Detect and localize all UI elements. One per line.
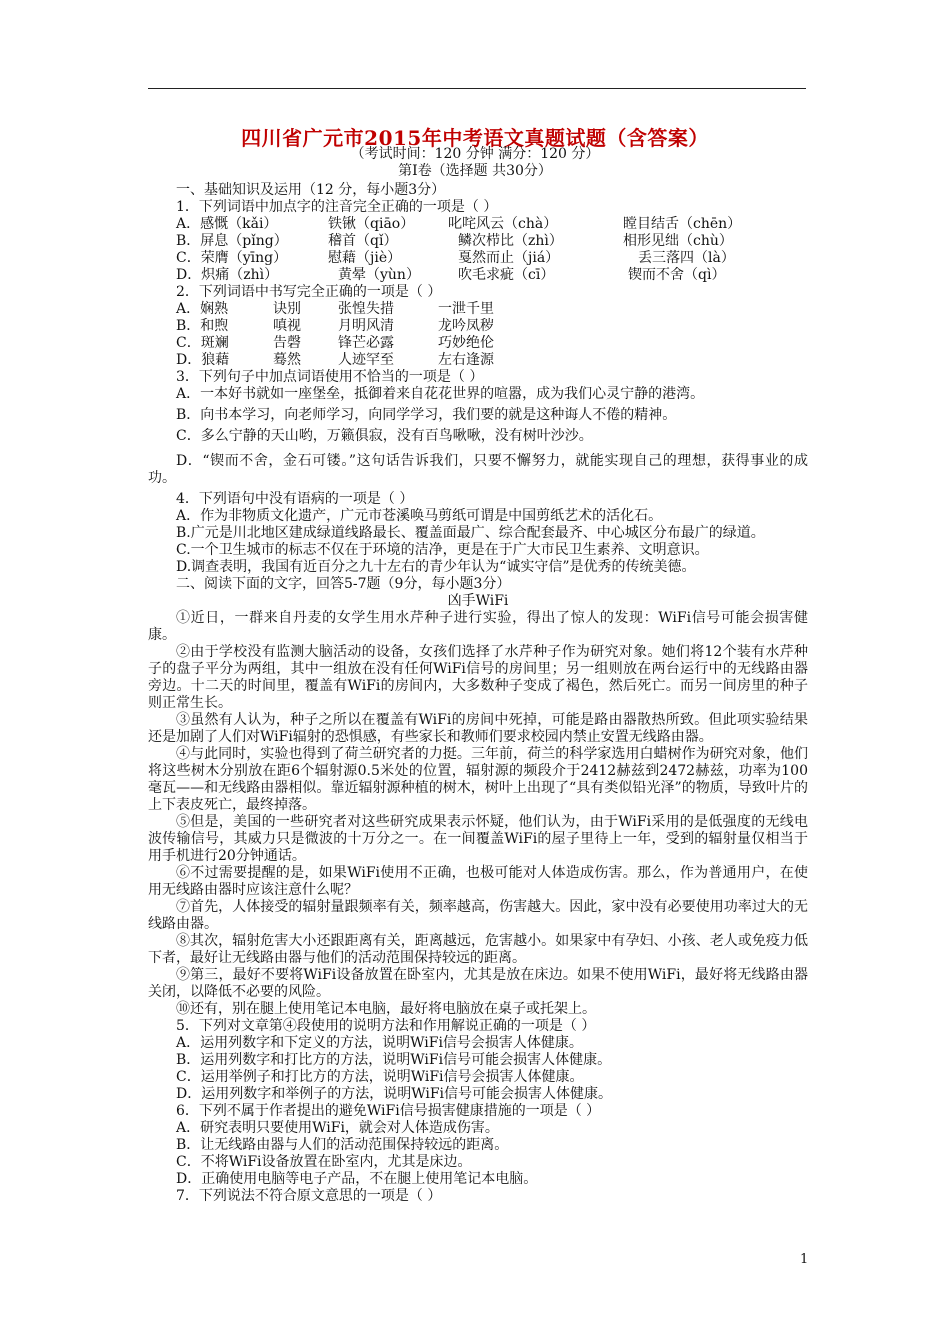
q3-option-c: C．多么宁静的天山哟，万籁俱寂，没有百鸟啾啾，没有树叶沙沙。 <box>176 428 593 444</box>
page-title: 四川省广元市2015年中考语文真题试题（含答案） <box>241 126 709 150</box>
q4-stem: 4．下列语句中没有语病的一项是（ ） <box>176 491 414 507</box>
q3-stem: 3．下列句子中加点词语使用不恰当的一项是（ ） <box>176 369 484 385</box>
section2-heading: 二、阅读下面的文字，回答5-7题（9分，每小题3分） <box>176 576 511 592</box>
q1-option-d: D．炽痛（zhì） 黄晕（yùn） 吹毛求疵（cī） 锲而不舍（qì） <box>176 267 726 283</box>
q5-option-d: D．运用列数字和举例子的方法，说明WiFi信号可能会损害人体健康。 <box>176 1086 613 1102</box>
q5-option-c: C．运用举例子和打比方的方法，说明WiFi信号会损害人体健康。 <box>176 1069 584 1085</box>
paragraph-1: ①近日，一群来自丹麦的女学生用水芹种子进行实验，得出了惊人的发现：WiFi信号可能会损害健康。 <box>148 610 808 643</box>
q2-option-b: B．和煦 嗔视 月明风清 龙吟凤秽 <box>176 318 494 334</box>
q6-stem: 6．下列不属于作者提出的避免WiFi信号损害健康措施的一项是（ ） <box>176 1103 601 1119</box>
q6-option-a: A．研究表明只要使用WiFi，就会对人体造成伤害。 <box>176 1120 499 1136</box>
paragraph-4: ④与此同时，实验也得到了荷兰研究者的力挺。三年前，荷兰的科学家选用白蜡树作为研究对象，他们将这些树木分别放在距6个辐射源0.5米处的位置，辐射源的频段介于2412赫兹到2472赫兹，功率为100毫瓦——和无线路由器相似。靠近辐射源种植的树木，树叶上出现了“具有类似铅光泽”的物质，导致叶片的上下表皮死亡，最终掉落。 <box>148 746 808 813</box>
paragraph-7: ⑦首先，人体接受的辐射量跟频率有关，频率越高，伤害越大。因此，家中没有必要使用功率过大的无线路由器。 <box>148 899 808 932</box>
q1-option-c: C．荣膺（yīng） 慰藉（jiè） 戛然而止（jiá） 丢三落四（là） <box>176 250 735 266</box>
q4-option-d: D.调查表明，我国有近百分之九十左右的青少年认为“诚实守信”是优秀的传统美德。 <box>176 559 696 575</box>
q5-stem: 5．下列对文章第④段使用的说明方法和作用解说正确的一项是（ ） <box>176 1018 596 1034</box>
volume-heading: 第Ⅰ卷（选择题 共30分） <box>398 163 552 179</box>
exam-info: （考试时间：120 分钟 满分：120 分） <box>350 146 600 162</box>
q1-option-b: B．屏息（pǐng） 稽首（qǐ） 鳞次栉比（zhì） 相形见绌（chù） <box>176 233 733 249</box>
q3-option-d: D．“锲而不舍，金石可镂。”这句话告诉我们，只要不懈努力，就能实现自己的理想，获得事业的成功。 <box>148 453 808 486</box>
paragraph-3: ③虽然有人认为，种子之所以在覆盖有WiFi的房间中死掉，可能是路由器散热所致。但此项实验结果还是加剧了人们对WiFi辐射的恐惧感，有些家长和教师们要求校园内禁止安置无线路由器。 <box>148 712 808 745</box>
q1-stem: 1．下列词语中加点字的注音完全正确的一项是（ ） <box>176 199 498 215</box>
q6-option-d: D．正确使用电脑等电子产品，不在腿上使用笔记本电脑。 <box>176 1171 538 1187</box>
q6-option-b: B．让无线路由器与人们的活动范围保持较远的距离。 <box>176 1137 509 1153</box>
q2-option-d: D．狼藉 蓦然 人迹罕至 左右逢源 <box>176 352 494 368</box>
q4-option-b: B.广元是川北地区建成绿道线路最长、覆盖面最广、综合配套最齐、中心城区分布最广的绿道。 <box>176 525 765 541</box>
paragraph-8: ⑧其次，辐射危害大小还跟距离有关，距离越远，危害越小。如果家中有孕妇、小孩、老人或免疫力低下者，最好让无线路由器与他们的活动范围保持较远的距离。 <box>148 933 808 966</box>
paragraph-9: ⑨第三，最好不要将WiFi设备放置在卧室内，尤其是放在床边。如果不使用WiFi，最好将无线路由器关闭，以降低不必要的风险。 <box>148 967 808 1000</box>
q4-option-a: A．作为非物质文化遗产，广元市苍溪唤马剪纸可谓是中国剪纸艺术的活化石。 <box>176 508 663 524</box>
paragraph-5: ⑤但是，美国的一些研究者对这些研究成果表示怀疑，他们认为，由于WiFi采用的是低强度的无线电波传输信号，其威力只是微波的十万分之一。在一间覆盖WiFi的屋子里待上一年，受到的辐射量仅相当于用手机进行20分钟通话。 <box>148 814 808 864</box>
page-number: 1 <box>800 1252 809 1267</box>
q5-option-a: A．运用列数字和下定义的方法，说明WiFi信号会损害人体健康。 <box>176 1035 583 1051</box>
q2-stem: 2．下列词语中书写完全正确的一项是（ ） <box>176 284 442 300</box>
paragraph-2: ②由于学校没有监测大脑活动的设备，女孩们选择了水芹种子作为研究对象。她们将12个装有水芹种子的盘子平分为两组，其中一组放在没有任何WiFi信号的房间里；另一组则放在两台运行中的无线路由器旁边。十二天的时间里，覆盖有WiFi的房间内，大多数种子变成了褐色，然后死亡。而另一间房里的种子则正常生长。 <box>148 644 808 711</box>
q5-option-b: B．运用列数字和打比方的方法，说明WiFi信号可能会损害人体健康。 <box>176 1052 612 1068</box>
q4-option-c: C.一个卫生城市的标志不仅在于环境的洁净，更是在于广大市民卫生素养、文明意识。 <box>176 542 709 558</box>
q2-option-c: C．斑斓 告磬 锋芒必露 巧妙绝伦 <box>176 335 494 351</box>
q3-option-b: B．向书本学习，向老师学习，向同学学习，我们要的就是这种诲人不倦的精神。 <box>176 407 677 423</box>
article-title: 凶手WiFi <box>447 593 509 609</box>
q2-option-a: A．娴熟 诀別 张惶失措 一泄千里 <box>176 301 494 317</box>
paragraph-10: ⑩还有，别在腿上使用笔记本电脑，最好将电脑放在桌子或托架上。 <box>176 1001 596 1017</box>
paragraph-6: ⑥不过需要提醒的是，如果WiFi使用不正确，也极可能对人体造成伤害。那么，作为普通用户，在使用无线路由器时应该注意什么呢？ <box>148 865 808 898</box>
q6-option-c: C．不将WiFi设备放置在卧室内，尤其是床边。 <box>176 1154 472 1170</box>
q1-option-a: A．感慨（kǎi） 铁锹（qiāo） 叱咤风云（chà） 瞠目结舌（chēn） <box>176 216 742 232</box>
exam-body <box>148 182 808 1205</box>
section1-heading: 一、基础知识及运用（12 分，每小题3分） <box>176 182 446 198</box>
header-rule <box>148 88 806 89</box>
q3-option-a: A．一本好书就如一座堡垒，抵御着来自花花世界的喧嚣，成为我们心灵宁静的港湾。 <box>176 386 705 402</box>
q7-stem: 7．下列说法不符合原文意思的一项是（ ） <box>176 1188 442 1204</box>
